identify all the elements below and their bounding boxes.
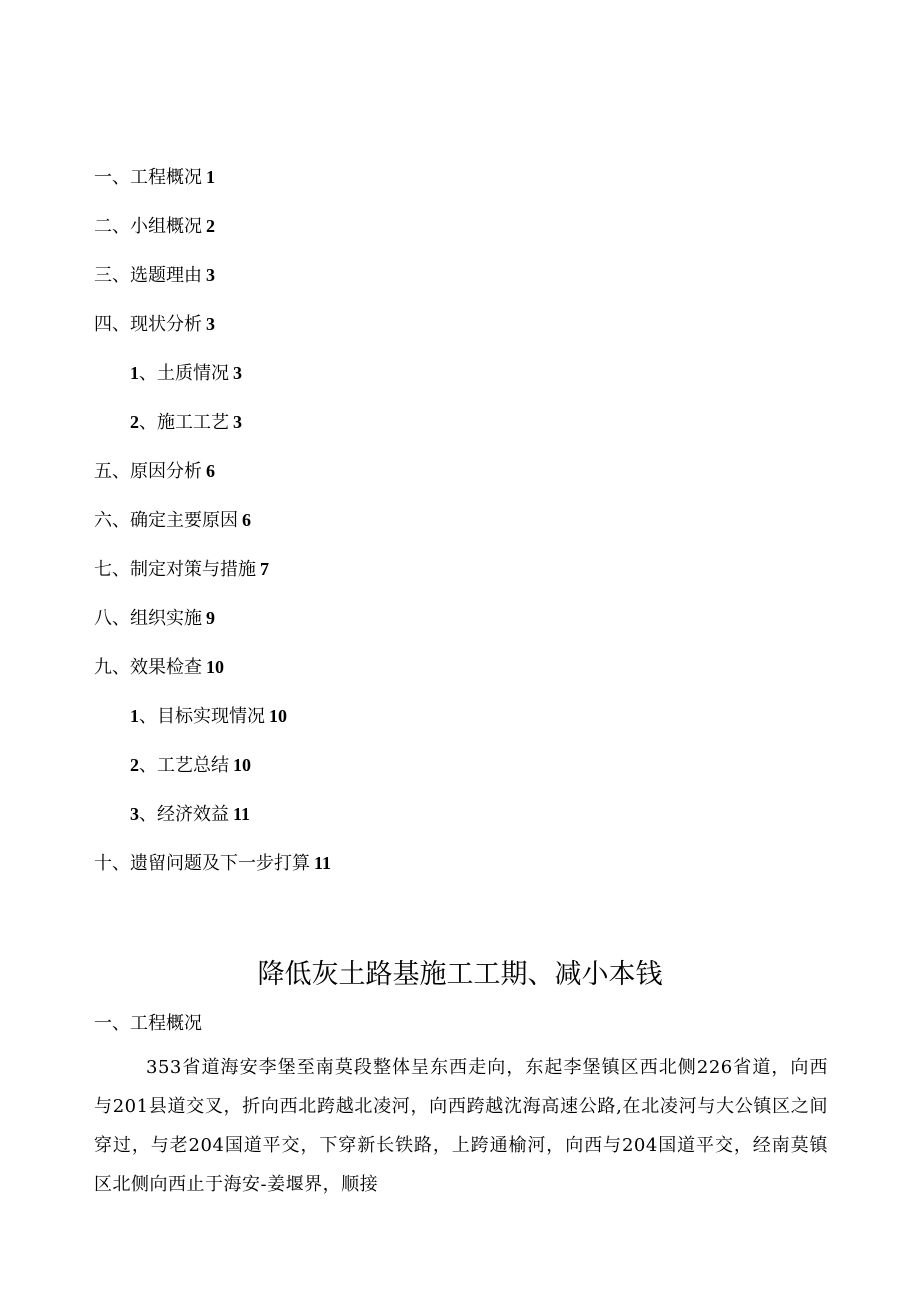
toc-item[interactable] bbox=[94, 507, 794, 556]
toc-item-label: 九、效果检查 bbox=[94, 657, 202, 678]
toc-subitem[interactable] bbox=[94, 360, 794, 409]
toc-item-label: 三、选题理由 bbox=[94, 265, 202, 286]
toc-item-number: 1 bbox=[130, 363, 139, 383]
toc-item-label: 十、遗留问题及下一步打算 bbox=[94, 853, 310, 874]
toc-item-label: 、土质情况 bbox=[139, 363, 229, 384]
toc-item[interactable] bbox=[94, 262, 794, 311]
toc-item-page: 6 bbox=[242, 510, 251, 530]
toc-item-number: 2 bbox=[130, 755, 139, 775]
toc-item-label: 二、小组概况 bbox=[94, 216, 202, 237]
toc-item-number: 1 bbox=[130, 706, 139, 726]
toc-subitem[interactable] bbox=[94, 752, 794, 801]
toc-item-label: 八、组织实施 bbox=[94, 608, 202, 629]
toc-item-page: 1 bbox=[206, 167, 215, 187]
toc-item-page: 11 bbox=[233, 804, 251, 824]
toc-subitem[interactable] bbox=[94, 409, 794, 458]
toc-item-label: 一、工程概况 bbox=[94, 167, 202, 188]
toc-item-label: 、施工工艺 bbox=[139, 412, 229, 433]
document-title: 降低灰土路基施工工期、减小本钱 bbox=[257, 959, 663, 990]
table-of-contents bbox=[94, 164, 794, 899]
toc-item[interactable] bbox=[94, 556, 794, 605]
toc-item-label: 五、原因分析 bbox=[94, 461, 202, 482]
toc-item[interactable] bbox=[94, 850, 794, 899]
toc-item-page: 9 bbox=[206, 608, 215, 628]
toc-item-label: 、工艺总结 bbox=[139, 755, 229, 776]
toc-item[interactable] bbox=[94, 311, 794, 360]
toc-item-label: 七、制定对策与措施 bbox=[94, 559, 256, 580]
toc-item-page: 10 bbox=[206, 657, 224, 677]
toc-item-page: 7 bbox=[260, 559, 269, 579]
toc-item-page: 3 bbox=[206, 314, 215, 334]
toc-item[interactable] bbox=[94, 605, 794, 654]
toc-item-page: 2 bbox=[206, 216, 215, 236]
section-heading: 一、工程概况 bbox=[94, 1013, 202, 1034]
toc-item-label: 、目标实现情况 bbox=[139, 706, 265, 727]
toc-item-page: 11 bbox=[314, 853, 332, 873]
toc-item[interactable] bbox=[94, 213, 794, 262]
toc-item-page: 10 bbox=[269, 706, 287, 726]
toc-item[interactable] bbox=[94, 164, 794, 213]
toc-item-number: 2 bbox=[130, 412, 139, 432]
toc-item-page: 3 bbox=[233, 412, 242, 432]
toc-item-page: 3 bbox=[233, 363, 242, 383]
toc-item-page: 3 bbox=[206, 265, 215, 285]
toc-item-label: 四、现状分析 bbox=[94, 314, 202, 335]
toc-item-number: 3 bbox=[130, 804, 139, 824]
toc-item-page: 10 bbox=[233, 755, 251, 775]
toc-subitem[interactable] bbox=[94, 703, 794, 752]
toc-item[interactable] bbox=[94, 458, 794, 507]
body-paragraph: 353省道海安李堡至南莫段整体呈东西走向，东起李堡镇区西北侧226省道，向西与201县道交叉，折向西北跨越北凌河，向西跨越沈海高速公路,在北凌河与大公镇区之间穿过，与老204国道平交，下穿新长铁路，上跨通榆河，向西与204国道平交，经南莫镇区北侧向西止于海安-姜堰界，顺接 bbox=[94, 1057, 828, 1195]
toc-item-label: 六、确定主要原因 bbox=[94, 510, 238, 531]
toc-item[interactable] bbox=[94, 654, 794, 703]
toc-subitem[interactable] bbox=[94, 801, 794, 850]
toc-item-page: 6 bbox=[206, 461, 215, 481]
toc-item-label: 、经济效益 bbox=[139, 804, 229, 825]
